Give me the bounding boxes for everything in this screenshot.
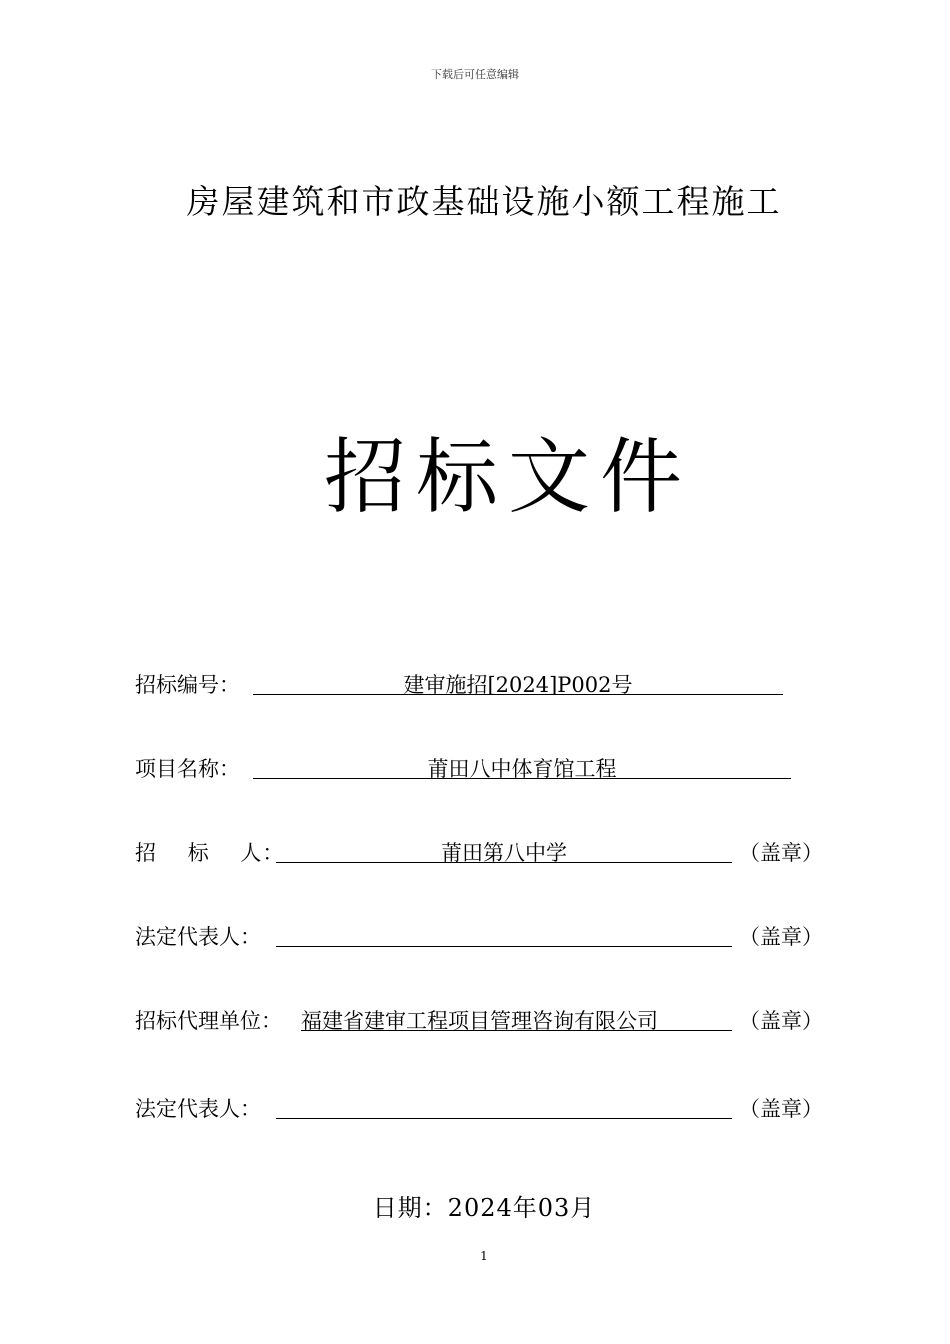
project-name-value: 莆田八中体育馆工程 bbox=[427, 757, 617, 781]
tenderer-rep-field bbox=[135, 920, 825, 954]
tenderer-seal: （盖章） bbox=[739, 841, 823, 865]
tender-number-line bbox=[253, 668, 783, 695]
document-title: 房屋建筑和市政基础设施小额工程施工 bbox=[186, 182, 782, 221]
tenderer-line bbox=[276, 836, 732, 863]
header-note: 下载后可任意编辑 bbox=[431, 68, 519, 81]
page-number: 1 bbox=[480, 1249, 488, 1263]
agency-seal: （盖章） bbox=[739, 1009, 823, 1033]
document-main-title: 招标文件 bbox=[323, 430, 692, 525]
tenderer-rep-seal: （盖章） bbox=[739, 925, 823, 949]
agency-rep-label: 法定代表人： bbox=[135, 1097, 261, 1121]
agency-rep-field bbox=[135, 1092, 825, 1126]
tenderer-value: 莆田第八中学 bbox=[441, 841, 567, 865]
tenderer-rep-line bbox=[276, 920, 732, 947]
tender-number-field bbox=[135, 668, 795, 702]
tenderer-field bbox=[135, 836, 825, 870]
tenderer-rep-label: 法定代表人： bbox=[135, 925, 261, 949]
project-name-line bbox=[253, 752, 791, 779]
tender-number-value: 建审施招[2024]P002号 bbox=[403, 673, 633, 697]
agency-label: 招标代理单位： bbox=[135, 1009, 282, 1033]
agency-rep-seal: （盖章） bbox=[739, 1097, 823, 1121]
tender-number-label: 招标编号： bbox=[135, 673, 240, 697]
agency-value: 福建省建审工程项目管理咨询有限公司 bbox=[301, 1009, 658, 1033]
agency-line bbox=[301, 1004, 732, 1031]
project-name-field bbox=[135, 752, 815, 786]
agency-field bbox=[135, 1004, 825, 1038]
project-name-label: 项目名称： bbox=[135, 757, 240, 781]
date-line: 日期：2024年03月 bbox=[372, 1194, 596, 1222]
agency-rep-line bbox=[276, 1092, 732, 1119]
tenderer-label: 招 标 人： bbox=[135, 841, 285, 865]
